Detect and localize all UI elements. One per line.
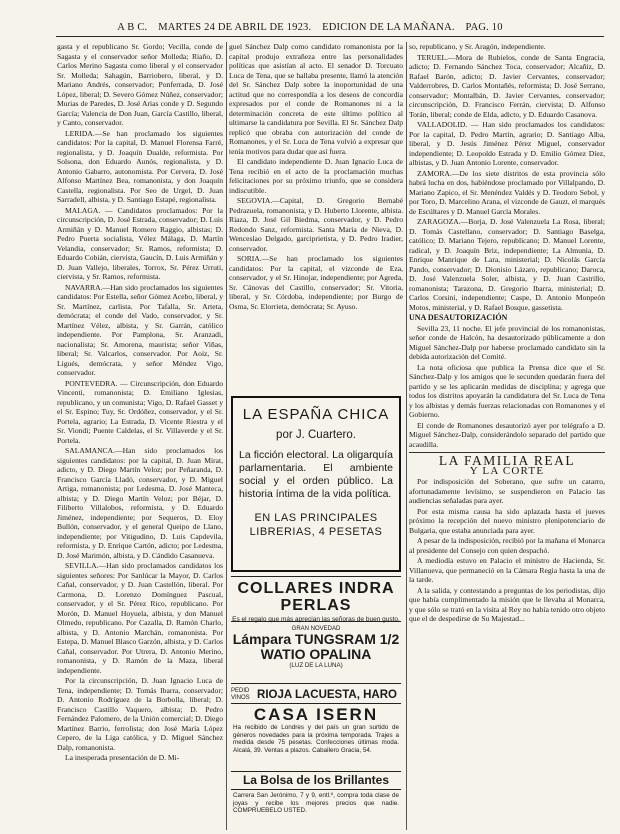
paragraph: TERUEL.—Mora de Rubielos, conde de Santa Engracia, adicto; D. Fernando Sánchez Toca, conservador; Alcañiz, D. Rafael Barón, adicto; D. Javier Cervantes, conservador; Valderrobres, D. Carlos Montañés, reformista; D. José Serrano, conservador; Montalbán, D. Javier Cervantes, conservador; circunscripción, D. Francisco Ferrán, ciervista; D. Alfonso Torán, liberal; conde de Elda, adicto, y D. Eduardo Casanova.: [409, 52, 605, 119]
paragraph: Sevilla 23, 11 noche. El jefe provincial de los romanonistas, señor conde de Halcón, ha desautorizado públicamente a don Miguel Sánchez-Dalp por haberse proclamado candidato sin la debida autorización del Comité.: [409, 323, 605, 361]
paragraph: SORIA.—Se han proclamado los siguientes candidatos: Por la capital, el vizconde de Eza, conservador, y el Sr. Hinojar, independiente; por Agreda, Sr. Cánovas del Castillo, conservador; Sr. Vitoria, liberal, y Sr. Córdoba, independiente; por Burgo de Osma, Sr. Elorrieta, demócrata; Sr. Ayuso.: [229, 254, 403, 311]
paragraph: Por indisposición del Soberano, que sufre un catarro, afortunadamente levísimo, se suspendieron en Palacio las audiencias señaladas para ayer.: [409, 477, 605, 505]
column-1: [57, 42, 223, 830]
paragraph: Por la circunscripción, D. Juan Ignacio Luca de Tena, independiente; D. Tomás Ibarra, conservador; D. Antonio Rodríguez de la Borbolla, liberal; D. Francisco Castillo Vaquero, albista; D. Pedro Fernández Palomero, de la Unión comercial; D. Diego Martínez Barrio, ferrolista; don José María López Cepero, de la Liga católica, y D. Miguel Sánchez Dalp, romanonista.: [57, 676, 223, 752]
paragraph: so, republicano, y Sr. Aragón, independiente.: [409, 42, 546, 51]
desautorizacion-title: UNA DESAUTORIZACIÓN: [409, 313, 508, 322]
ad-tungsram-sub: (LUZ DE LA LUNA): [289, 662, 343, 669]
ad-espana-title: LA ESPAÑA CHICA: [242, 406, 390, 423]
paragraph: Por esta misma causa ha sido aplazada hasta el jueves próximo la recepción del nuevo ministro plenipotenciario de Bulgaria, que estaba anunciada para ayer.: [409, 506, 605, 535]
paragraph: MALAGA. — Candidatos proclamados: Por la circunscripción, D. José Estrada, conservador; D. Luis Armiñán y D. Manuel Romero Raggio, albistas; D. Pedro Puerta socialista, Vélez Málaga, D. Martín Velandia, conservador; Sr. Ramos, reformista; D. Eduardo Cobián, ciervista, Gaucín, D. Luis Armiñán y D. Juan Vallejo, liberales, Torrox, Sr. Pérez Urruti, ciervista, y Sr. Ramos, reformista.: [57, 205, 223, 281]
column-divider: [226, 42, 227, 830]
paragraph: VALLADOLID. — Han sido proclamados los candidatos: Por la capital, D. Pedro Martín, agrario; D. Santiago Alba, liberal, y D. Jesús Jiménez Pérez Miguel, conservador independiente; D. Leopoldo Estrada y D. Emilio Gómez Díez, albistas, y D. Juan Antonio Lorente, conservador.: [409, 120, 605, 167]
paragraph: A pesar de la indisposición, recibió por la mañana el Monarca al presidente del Consejo con quien despachó.: [409, 536, 605, 555]
paragraph: La nota oficiosa que publica la Prensa dice que el Sr. Sánchez-Dalp y los amigos que le secunden quedarán fuera del partido y se les aplicarán medidas de disciplina; y agrega que todos los distritos apoyarán la candidatura del Sr. Luca de Tena y los albistas y demás fuerzas relacionadas con Romanones y el Gobierno.: [409, 362, 605, 419]
column-2: [229, 42, 403, 392]
ad-espana-body: La ficción electoral. La oligarquía parlamentaria. El ambiente social y el orden público. La historia íntima de la vida política.: [239, 449, 393, 500]
page-header: [0, 22, 620, 33]
ad-espana-author: por J. Cuartero.: [276, 429, 356, 441]
familia-real-title: LA FAMILIA REAL: [438, 453, 576, 468]
ad-espana-footer: EN LAS PRINCIPALES LIBRERIAS, 4 PESETAS: [249, 512, 383, 538]
ad-bolsa-title: La Bolsa de los Brillantes: [231, 774, 401, 790]
ad-collares-title: COLLARES INDRA PERLAS: [237, 580, 395, 614]
ad-isern: [231, 706, 401, 772]
ad-collares-tagline: Es el regalo que más aprecian las señoras de buen gusto.: [232, 616, 400, 623]
ad-rioja: [231, 686, 401, 704]
ad-espana-chica: [231, 396, 401, 572]
paragraph: ZARAGOZA.—Borja, D. José Valenzuela La Rosa, liberal; D. Tomás Castellano, conservador; D. Santiago Baselga, católico; D. Mariano Tejero, republicano; D. Manuel Lorente, radical, y D. Joaquín Briz, independiente; La Almunia, D. Enrique Manrique de Lara, ministerial; D. Nicolás García Pando, conservador; D. Dionisio Lázaro, republicano; Daroca, D. José Valenzuela Soler, albista, y D. Juan Castrillo, romanonista; Tarazona, D. Gregorio Ibarra, ministerial; D. Carlos Corsini, independiente; Caspe, D. Antonio Monpeón Motos, ministerial, y D. Rafael Bosque, gassetista.: [409, 217, 605, 312]
ad-tungsram-pre: GRAN NOVEDAD: [291, 626, 341, 632]
header-date: MARTES 24 DE ABRIL DE 1923.: [158, 22, 312, 33]
header-page: PAG. 10: [465, 22, 503, 33]
header-rule: [56, 36, 604, 37]
ad-bolsa-brillantes: [231, 774, 401, 830]
ad-tungsram: [231, 624, 401, 684]
ad-isern-body: Ha recibido de Londres y del país un gran surtido de géneros novedades para la próxima temporada. Trajes a medida desde 75 pesetas. Confecciones últimas moda. Alcalá, 39. Ventas a plazos. Caballero Gracia, 54.: [233, 724, 399, 754]
ad-isern-title: CASA ISERN: [253, 705, 379, 724]
paragraph: SALAMANCA.—Han sido proclamados los siguientes candidatos: por la capital, D. Juan Mirat, adicto, y D. Diego Martín Veloz; por Peñaranda, D. Francisco García Lladó, conservador, y D. Miguel Artiga, romanonista; por Ledesma, D. José Manteca, albista; y D. Diego Martín Veloz; por Béjar, D. Filiberto Villalobos, reformista, y D. Eduardo Jiménez, independiente; por Sequeros, D. Eloy Bullón, conservador, y el general Queipo de Llano, independiente; por Vitigudino, D. Luis Capdevila, reformista, y D. Enrique Cartón, adicto; por Ledesma, D. José Marimón, albista, y D. Cándido Casanueva.: [57, 446, 223, 560]
paragraph: A la salida, y contestando a preguntas de los periodistas, dijo que había cumplimentado la misión que le llevaba al Monarca, y que sólo se trató en la visita al Rey no había tenido otro objeto que el de despedirse de Su Majestad...: [409, 585, 605, 623]
paragraph: El candidato independiente D. Juan Ignacio Luca de Tena recibió en el acto de la proclamación muchas felicitaciones por su próximo triunfo, que se considera indiscutible.: [229, 157, 403, 195]
paragraph: La inesperada presentación de D. Mi-: [65, 753, 180, 762]
paragraph: SEVILLA.—Han sido proclamados candidatos los siguientes señores: Por Sanlúcar la Mayor, D. Carlos Cañal, conservador, y D. Juan Castellón, liberal. Por Carmona, D. Lorenzo Domínguez Pascual, conservador, y el Sr. Pérez Rico, republicano. Por Morón, D. Manuel Hoyuela, albista, y don Manuel Olmedo, republicano. Por Cazalla, D. Ramón Charlo, albista, y D. Antonio Marchán, romanonista. Por Estepa, D. Manuel Blasco Garzón, albista, y D. Carlos Cañal, conservador. Por Utrera, D. Antonio Merino, romanonista, y D. Ramón de la Maza, liberal independiente.: [57, 561, 223, 675]
ad-bolsa-body: Carrera San Jerónimo, 7 y 9, entl.º, compra toda clase de joyas y recibe los mejores precios que nadie. COMPRUEBELO USTED.: [233, 792, 399, 814]
ad-rioja-side: PEDID VINOS: [231, 688, 250, 701]
column-divider: [406, 42, 407, 830]
ad-collares: [231, 576, 401, 622]
paragraph: SEGOVIA.—Capital, D. Gregorio Bernabé Pedrazuela, romanonista, y D. Huberto Llorente, albista. Riaza, D. José Gil Biedma, conservador, y D. Pedro Redondo Sanz, reformista. Santa María de Nieva, D. Wenceslao Delgado, garciprietista, y D. Pedro Iradier, conservador.: [229, 196, 403, 253]
paragraph: El conde de Romanones desautorizó ayer por telégrafo a D. Miguel Sánchez-Dalp, considerándolo separado del partido que acaudilla.: [409, 420, 605, 449]
paragraph: PONTEVEDRA. — Circunscripción, don Eduardo Vincenti, romanonista; D. Emiliano Iglesias, republicano, y un comunista; Vigo, D. Rafael Gasset y el Sr. Espino; Tuy, Sr. Ordóñez, conservador, y el Sr. Portela, agrario; La Estrada, D. Vicente Riestra y el Sr. Viondi; Puente Caldelas, el Sr. Villaverde y el Sr. Portela.: [57, 378, 223, 445]
familia-real-subtitle: Y LA CORTE: [469, 464, 545, 477]
paragraph: guel Sánchez Dalp como candidato romanonista por la capital produjo extrañeza entre las personalidades políticas que asistían al acto. El senador D. Torcuato Luca de Tena, que se hallaba presente, llamó la atención del Sr. Sánchez Dalp sobre la inoportunidad de una actitud que no correspondía a los deseos de concordia expresados por el conde de Romanones ni a la determinación concreta de este último político al ultimarse la candidatura por Sevilla. El Sr. Sánchez Dalp replicó que obraba con autorización del conde de Romanones, y el Sr. Luca de Tena volvió a expresar que tenía motivos para dudar que así fuera.: [229, 42, 403, 156]
paragraph: gasta y el republicano Sr. Gordo; Vecilla, conde de Sagasta y el conservador señor Molleda; Riaño, D. Carlos Merino Sagasta como liberal y el conservador Sr. Molleda; Sahagún, Barriobero, liberal, y D. Mariano Andrés, conservador; Ponferrada, D. José López, liberal; D. Severo Gómez Núñez, conservador; Murias de Paredes, D. José Arias conde y D. Segundo García; Valencia de Don Juan, García Castillo, liberal, y Canto, conservador.: [57, 42, 223, 127]
ad-rioja-title: RIOJA LACUESTA, HARO: [257, 688, 397, 701]
paragraph: LERIDA.—Se han proclamado los siguientes candidatos: Por la capital, D. Manuel Florensa Farré, regionalista, y D. Joaquín Dualde, reformista. Por Solsona, don Eduardo Aunós, regionalista, y D. Antonio Gabarro, autonomista. Por Cervera, D. José Alfonso Martínez Bea, romanonista, y don Joaquín Castella, regionalista. Por Seo de Urgel, D. Juan Sarradell, albista, y D. Santiago Estapé, regionalista.: [57, 128, 223, 204]
column-3: [409, 42, 605, 830]
header-paper: A B C.: [117, 22, 148, 33]
header-edition: EDICION DE LA MAÑANA.: [322, 22, 455, 33]
paragraph: NAVARRA.—Han sido proclamados los siguientes candidatos: Por Estella, señor Gómez Acebo, liberal, y Sr. Martínez, carlista. Por Tafalla, Sr. Arteta, demócrata; el conde del Vado, conservador, y Sr. Martínez Vélez, albista, y Sr. Garrán, católico independiente. Por Pamplona, Sr. Aranzadi, nacionalista; Sr. Amorena, maurista; señor Viñas, liberal; Sr. Valcarlos, conservador. Por Aoiz, Sr. Ligués, demócrata, y señor Méndez Vigo, conservador.: [57, 282, 223, 377]
ad-tungsram-title: Lámpara TUNGSRAM 1/2 WATIO OPALINA: [232, 631, 400, 662]
paragraph: A mediodía estuvo en Palacio el ministro de Hacienda, Sr. Villanueva, que permaneció en la Cámara Regia hasta la una de la tarde.: [409, 556, 605, 584]
paragraph: ZAMORA.—De los siete distritos de esta provincia sólo habrá lucha en dos, habiéndose proclamado por Villalpando, D. Mariano Zapico, el Sr. Menéndez Valdés y D. Teodoro Sebol, y por Toro, D. Marcelino Arana, el vizconde de Gauzt, el marqués de Escúltares y D. Manuel García Morales.: [409, 168, 605, 216]
